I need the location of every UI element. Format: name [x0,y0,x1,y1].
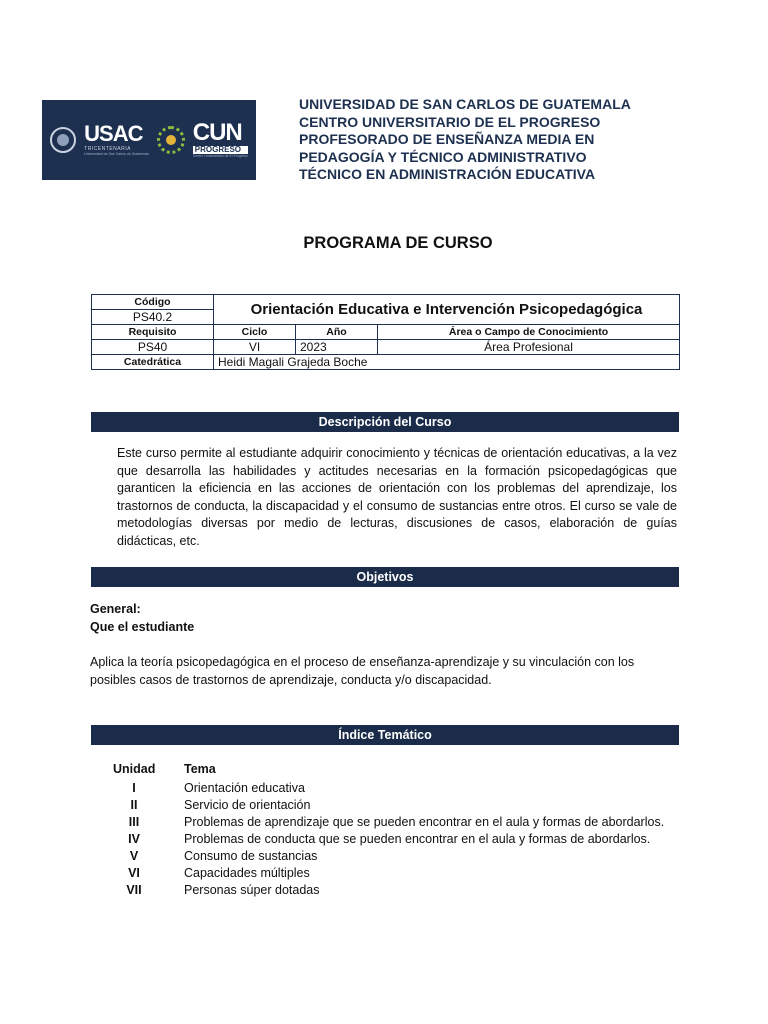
area-label: Área o Campo de Conocimiento [378,325,680,340]
area-value: Área Profesional [378,340,680,355]
catedratica-label: Catedrática [92,355,214,370]
anio-value: 2023 [296,340,378,355]
objetivo-general-label: General: [90,602,141,616]
requisito-label: Requisito [92,325,214,340]
descripcion-text: Este curso permite al estudiante adquirir conocimiento y técnicas de orientación educativas, a la vez que desarrolla las habilidades y actitudes necesarias en la formación psicopedagógicas que garanticen la eficiencia en las acciones de orientación con los problemas del aprendizaje, los trastornos de conducta, la discapacidad y el consumo de sustancias entre otros. El curso se vale de metodologías diversas por medio de lecturas, discusiones de casos, elaboración de guías didácticas, etc. [117,446,677,548]
col-tema-header: Tema [184,762,216,776]
objetivos-heading: Objetivos [91,567,679,587]
institution-logo-banner [42,100,256,180]
list-item [100,882,680,899]
document-title: PROGRAMA DE CURSO [303,234,493,252]
tema-text: Problemas de conducta que se pueden encontrar en el aula y formas de abordarlos. [184,832,651,846]
usac-seal-icon [50,127,76,153]
objetivo-intro: Que el estudiante [90,620,195,634]
tema-text: Servicio de orientación [184,798,311,812]
cun-logo-tinytext: Centro Universitario de El Progreso [192,154,248,159]
cun-wreath-icon [157,126,185,154]
objetivo-text: Aplica la teoría psicopedagógica en el proceso de enseñanza-aprendizaje y su vinculación con los posibles casos de trastornos de aprendizaje, conducta y/o discapacidad. [90,655,635,687]
col-unidad-header: Unidad [113,762,156,776]
cun-logo-subtext: PROGRESO [193,146,248,154]
institution-header [299,96,699,184]
cun-logo [193,121,248,159]
unidad-number: II [130,798,138,812]
unidad-number: VII [126,883,142,897]
tema-text: Consumo de sustancias [184,849,318,863]
course-name: Orientación Educativa e Intervención Psicopedagógica [214,295,680,325]
tema-text: Problemas de aprendizaje que se pueden encontrar en el aula y formas de abordarlos. [184,815,665,829]
codigo-label: Código [92,295,214,310]
usac-logo-tinytext: Universidad de San Carlos de Guatemala [84,152,149,157]
list-item [100,831,680,848]
requisito-value: PS40 [92,340,214,355]
tema-text: Personas súper dotadas [184,883,320,897]
codigo-value: PS40.2 [92,310,214,325]
header-line: CENTRO UNIVERSITARIO DE EL PROGRESO [299,113,601,130]
unidad-number: III [128,815,140,829]
unidad-number: I [132,781,136,795]
header-line: PROFESORADO DE ENSEÑANZA MEDIA EN [299,131,595,147]
header-line: TÉCNICO EN ADMINISTRACIÓN EDUCATIVA [299,166,596,182]
list-item [100,814,680,831]
header-line: PEDAGOGÍA Y TÉCNICO ADMINISTRATIVO [299,148,587,165]
unidad-number: IV [128,832,140,846]
unidad-number: V [129,849,139,863]
course-info-table [91,294,680,370]
unidad-number: VI [128,866,140,880]
list-item [100,848,680,865]
header-line: UNIVERSIDAD DE SAN CARLOS DE GUATEMALA [299,96,631,112]
list-item [100,780,680,797]
ciclo-value: VI [214,340,296,355]
cun-logo-text: CUN [192,119,242,147]
ciclo-label: Ciclo [214,325,296,340]
descripcion-heading: Descripción del Curso [91,412,679,432]
list-item [100,865,680,882]
indice-list [100,780,680,899]
anio-label: Año [296,325,378,340]
tema-text: Capacidades múltiples [184,866,310,880]
catedratica-value: Heidi Magali Grajeda Boche [214,355,680,370]
usac-logo-subtext: TRICENTENARIA [84,146,131,153]
usac-logo [84,123,149,157]
usac-logo-text: USAC [84,121,143,147]
indice-heading: Índice Temático [91,725,679,745]
tema-text: Orientación educativa [184,781,305,795]
list-item [100,797,680,814]
